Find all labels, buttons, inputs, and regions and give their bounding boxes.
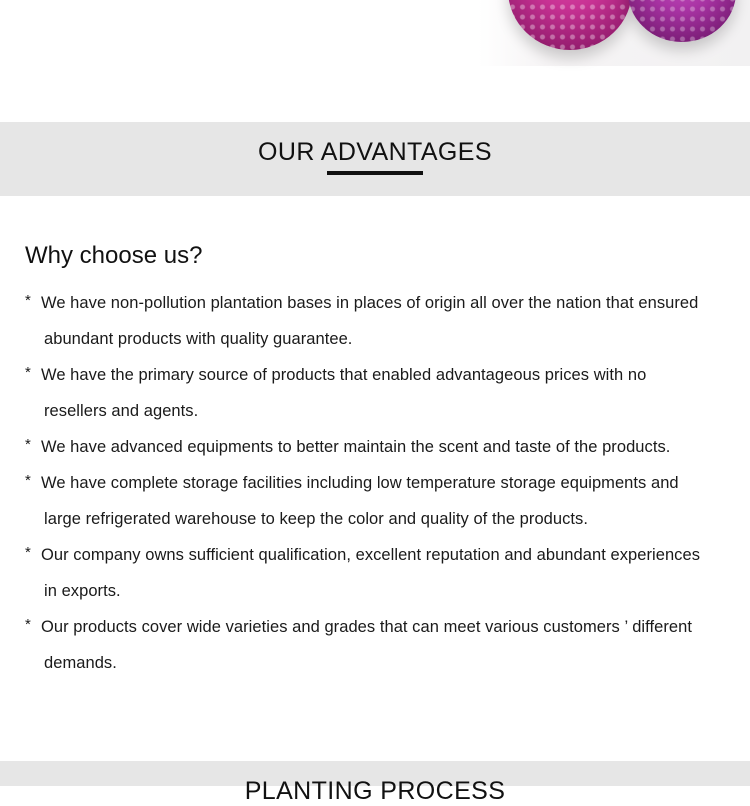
list-item-line-1: We have non-pollution plantation bases in places of origin all over the nation that ensured xyxy=(41,294,699,312)
flower-image-right xyxy=(628,0,736,42)
list-item xyxy=(25,537,730,609)
title-underline xyxy=(327,171,423,175)
advantages-list xyxy=(25,285,730,681)
advantages-content xyxy=(25,238,730,670)
flower-image-left xyxy=(508,0,632,50)
list-item xyxy=(25,465,730,537)
advantages-header xyxy=(0,122,750,196)
bullet-icon: * xyxy=(25,292,31,309)
advantages-title: OUR ADVANTAGES xyxy=(258,138,492,166)
list-item-line-1: We have complete storage facilities including low temperature storage equipments and xyxy=(41,474,679,492)
list-item-line-1: We have the primary source of products that enabled advantageous prices with no xyxy=(41,366,647,384)
list-item-line-2: abundant products with quality guarantee. xyxy=(44,330,353,348)
planting-title: PLANTING PROCESS xyxy=(244,777,506,805)
why-choose-heading: Why choose us? xyxy=(25,242,203,269)
list-item-line-1: Our products cover wide varieties and grades that can meet various customers ’ different xyxy=(41,618,692,636)
list-item-line-1: We have advanced equipments to better maintain the scent and taste of the products. xyxy=(41,438,671,456)
list-item xyxy=(25,285,730,357)
list-item-line-2: large refrigerated warehouse to keep the color and quality of the products. xyxy=(44,510,588,528)
list-item xyxy=(25,609,730,681)
list-item-line-2: in exports. xyxy=(44,582,121,600)
list-item xyxy=(25,429,730,465)
bullet-icon: * xyxy=(25,544,31,561)
planting-header xyxy=(0,761,750,805)
list-item-line-2: resellers and agents. xyxy=(44,402,199,420)
list-item-line-1: Our company owns sufficient qualification, excellent reputation and abundant experiences xyxy=(41,546,701,564)
list-item xyxy=(25,357,730,429)
flower-image xyxy=(478,0,750,66)
bullet-icon: * xyxy=(25,436,31,453)
bullet-icon: * xyxy=(25,616,31,633)
bullet-icon: * xyxy=(25,364,31,381)
bullet-icon: * xyxy=(25,472,31,489)
list-item-line-2: demands. xyxy=(44,654,117,672)
